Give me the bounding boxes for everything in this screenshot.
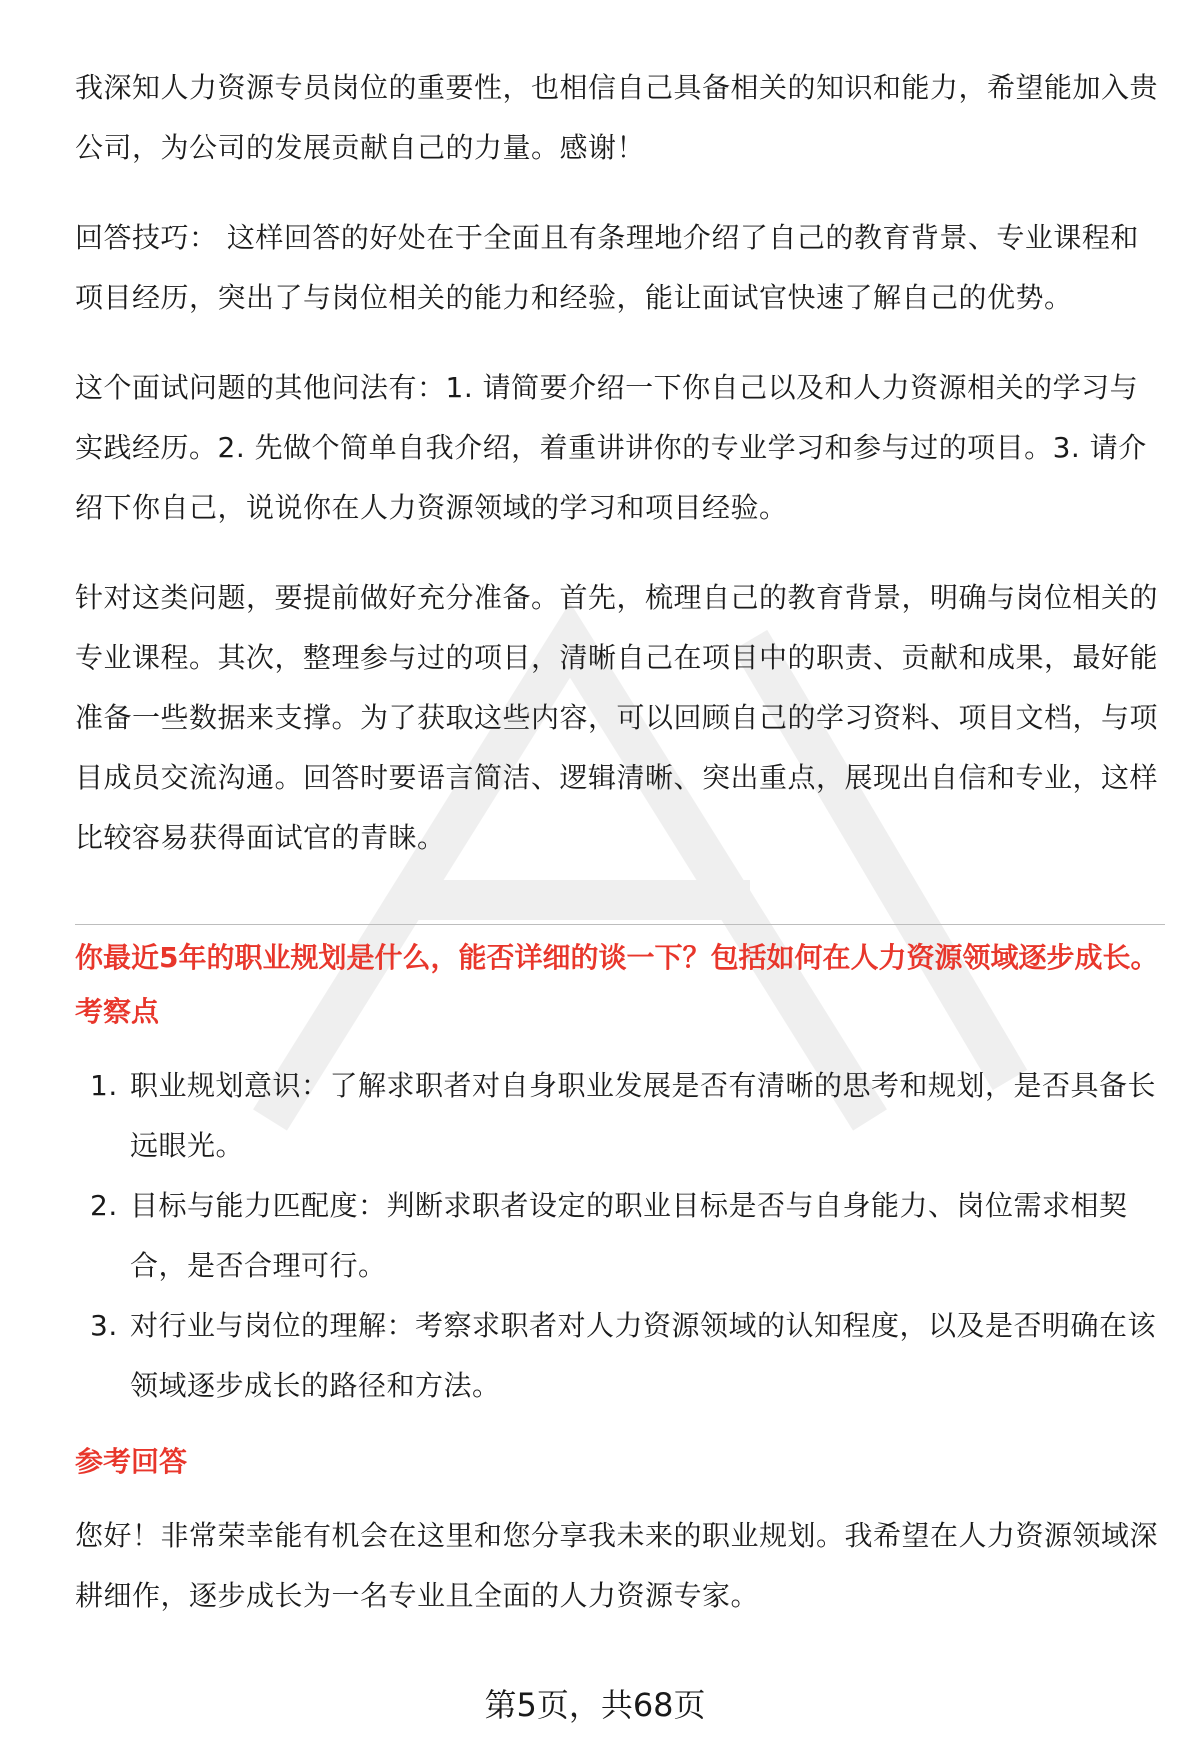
paragraph-preparation-advice: 针对这类问题，要提前做好充分准备。首先，梳理自己的教育背景，明确与岗位相关的专业课程。其次，整理参与过的项目，清晰自己在项目中的职责、贡献和成果，最好能准备一些数据来支撑。为了获取这些内容，可以回顾自己的学习资料、项目文档，与项目成员交流沟通。回答时要语言简洁、逻辑清晰、突出重点，展现出自信和专业，这样比较容易获得面试官的青睐。 xyxy=(75,581,1159,854)
points-list xyxy=(75,1056,1165,1416)
section-divider xyxy=(75,924,1165,925)
list-item xyxy=(75,1176,1165,1296)
page-number: 第5页，共68页 xyxy=(484,1686,706,1724)
body-text xyxy=(75,58,1165,898)
paragraph-alternative-questions: 这个面试问题的其他问法有：1. 请简要介绍一下你自己以及和人力资源相关的学习与实践经历。2. 先做个简单自我介绍，着重讲讲你的专业学习和参与过的项目。3. 请介绍下你自己，说说你在人力资源领域的学习和项目经验。 xyxy=(75,371,1147,524)
answer-text: 您好！非常荣幸能有机会在这里和您分享我未来的职业规划。我希望在人力资源领域深耕细作，逐步成长为一名专业且全面的人力资源专家。 xyxy=(75,1519,1159,1612)
list-item-text: 对行业与岗位的理解：考察求职者对人力资源领域的认知程度，以及是否明确在该领域逐步成长的路径和方法。 xyxy=(130,1309,1157,1402)
points-heading: 考察点 xyxy=(75,995,160,1028)
paragraph-answer-tips: 回答技巧： 这样回答的好处在于全面且有条理地介绍了自己的教育背景、专业课程和项目经历，突出了与岗位相关的能力和经验，能让面试官快速了解自己的优势。 xyxy=(75,221,1139,314)
list-item-number: 1. xyxy=(90,1069,118,1102)
paragraph-closing: 我深知人力资源专员岗位的重要性，也相信自己具备相关的知识和能力，希望能加入贵公司，为公司的发展贡献自己的力量。感谢！ xyxy=(75,71,1159,164)
list-item-number: 2. xyxy=(90,1189,118,1222)
list-item-text: 目标与能力匹配度：判断求职者设定的职业目标是否与自身能力、岗位需求相契合，是否合理可行。 xyxy=(130,1189,1128,1282)
list-item xyxy=(75,1056,1165,1176)
list-item-text: 职业规划意识：了解求职者对自身职业发展是否有清晰的思考和规划，是否具备长远眼光。 xyxy=(130,1069,1157,1162)
question-title: 你最近5年的职业规划是什么，能否详细的谈一下？包括如何在人力资源领域逐步成长。 xyxy=(75,941,1159,974)
question-section xyxy=(75,938,1165,1626)
list-item xyxy=(75,1296,1165,1416)
list-item-number: 3. xyxy=(90,1309,118,1342)
answer-heading: 参考回答 xyxy=(75,1445,188,1478)
